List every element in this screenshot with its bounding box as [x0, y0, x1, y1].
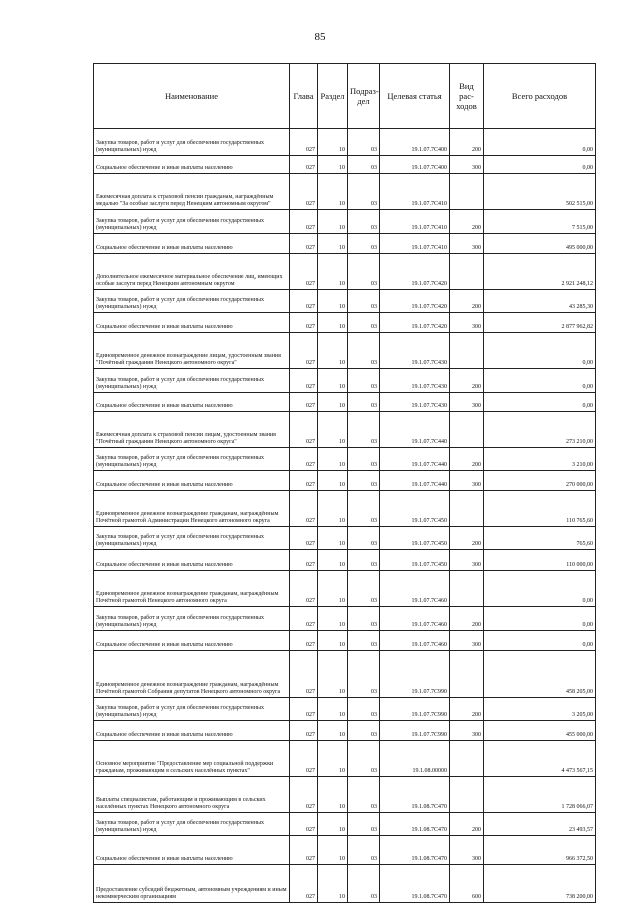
table-header-row: [94, 64, 596, 129]
table-row: [94, 471, 596, 491]
cell-razdel: 10: [318, 369, 348, 393]
cell-razdel: 10: [318, 698, 348, 721]
cell-podrazdel: 03: [348, 313, 380, 333]
table-row: [94, 741, 596, 777]
header-glava: Глава: [290, 64, 318, 129]
cell-vid: 300: [450, 156, 484, 174]
cell-vid: [450, 491, 484, 527]
cell-vsego: 1 728 066,07: [484, 777, 596, 813]
table-row: [94, 254, 596, 290]
cell-name: Ежемесячная доплата к страховой пенсии гражданам, награждённым медалью "За особые заслуги перед Ненецким автономным округом": [94, 174, 290, 210]
table-row: [94, 448, 596, 471]
cell-glava: 027: [290, 412, 318, 448]
cell-glava: 027: [290, 631, 318, 651]
cell-podrazdel: 03: [348, 393, 380, 412]
cell-razdel: 10: [318, 412, 348, 448]
cell-glava: 027: [290, 698, 318, 721]
cell-vsego: 455 000,00: [484, 721, 596, 741]
table-row: [94, 333, 596, 369]
cell-vsego: 966 372,50: [484, 836, 596, 865]
cell-vid: 200: [450, 698, 484, 721]
cell-podrazdel: 03: [348, 369, 380, 393]
cell-vsego: 0,00: [484, 369, 596, 393]
cell-razdel: 10: [318, 129, 348, 156]
cell-vsego: 4 473 567,15: [484, 741, 596, 777]
cell-razdel: 10: [318, 471, 348, 491]
cell-razdel: 10: [318, 550, 348, 571]
table-row: [94, 129, 596, 156]
cell-glava: 027: [290, 129, 318, 156]
cell-vid: 300: [450, 313, 484, 333]
cell-name: Единовременное денежное вознаграждение гражданам, награждённым Почётной грамотой Собрания депутатов Ненецкого автономного округа: [94, 651, 290, 698]
cell-glava: 027: [290, 174, 318, 210]
cell-razdel: 10: [318, 448, 348, 471]
cell-name: Социальное обеспечение и иные выплаты населению: [94, 234, 290, 254]
table-row: [94, 813, 596, 836]
cell-glava: 027: [290, 491, 318, 527]
cell-vsego: 738 200,00: [484, 865, 596, 903]
cell-vid: [450, 412, 484, 448]
cell-podrazdel: 03: [348, 491, 380, 527]
cell-name: Дополнительное ежемесячное материальное обеспечение лиц, имеющих особые заслуги перед Ненецким автономным округом: [94, 254, 290, 290]
cell-razdel: 10: [318, 741, 348, 777]
cell-name: Ежемесячная доплата к страховой пенсии лицам, удостоенным звания "Почётный гражданин Ненецкого автономного округа": [94, 412, 290, 448]
cell-glava: 027: [290, 210, 318, 234]
cell-vsego: 0,00: [484, 571, 596, 607]
table-row: [94, 777, 596, 813]
cell-celevaya: 19.1.07.7С410: [380, 174, 450, 210]
table-row: [94, 631, 596, 651]
cell-name: Единовременное денежное вознаграждение гражданам, награждённым Почётной грамотой Администрации Ненецкого автономного округа: [94, 491, 290, 527]
cell-celevaya: 19.1.08.7С470: [380, 777, 450, 813]
cell-name: Основное мероприятие "Предоставление мер социальной поддержки гражданам, проживающим в сельских населённых пунктах": [94, 741, 290, 777]
cell-vsego: 765,60: [484, 527, 596, 550]
header-razdel: Раздел: [318, 64, 348, 129]
cell-name: Закупка товаров, работ и услуг для обеспечения государственных (муниципальных) нужд: [94, 698, 290, 721]
cell-razdel: 10: [318, 491, 348, 527]
cell-name: Закупка товаров, работ и услуг для обеспечения государственных (муниципальных) нужд: [94, 448, 290, 471]
table-row: [94, 836, 596, 865]
cell-podrazdel: 03: [348, 156, 380, 174]
cell-vid: [450, 651, 484, 698]
cell-razdel: 10: [318, 607, 348, 631]
cell-glava: 027: [290, 290, 318, 313]
cell-glava: 027: [290, 571, 318, 607]
cell-glava: 027: [290, 836, 318, 865]
cell-celevaya: 19.1.07.7С440: [380, 471, 450, 491]
cell-podrazdel: 03: [348, 741, 380, 777]
cell-podrazdel: 03: [348, 234, 380, 254]
cell-podrazdel: 03: [348, 412, 380, 448]
cell-glava: 027: [290, 651, 318, 698]
cell-celevaya: 19.1.07.7С460: [380, 571, 450, 607]
cell-name: Предоставление субсидий бюджетным, автономным учреждениям и иным некоммерческим организациям: [94, 865, 290, 903]
cell-celevaya: 19.1.07.7С410: [380, 210, 450, 234]
cell-podrazdel: 03: [348, 571, 380, 607]
cell-vsego: 495 000,00: [484, 234, 596, 254]
table-row: [94, 156, 596, 174]
cell-razdel: 10: [318, 865, 348, 903]
cell-name: Единовременное денежное вознаграждение гражданам, награждённым Почётной грамотой Ненецкого автономного округа: [94, 571, 290, 607]
cell-glava: 027: [290, 313, 318, 333]
cell-glava: 027: [290, 741, 318, 777]
cell-vid: 200: [450, 369, 484, 393]
cell-name: Социальное обеспечение и иные выплаты населению: [94, 313, 290, 333]
cell-vid: 200: [450, 210, 484, 234]
cell-glava: 027: [290, 527, 318, 550]
table-row: [94, 369, 596, 393]
cell-podrazdel: 03: [348, 651, 380, 698]
cell-vid: 300: [450, 471, 484, 491]
cell-vid: [450, 777, 484, 813]
table-row: [94, 412, 596, 448]
cell-podrazdel: 03: [348, 777, 380, 813]
cell-podrazdel: 03: [348, 448, 380, 471]
cell-name: Социальное обеспечение и иные выплаты населению: [94, 631, 290, 651]
cell-glava: 027: [290, 333, 318, 369]
cell-razdel: 10: [318, 393, 348, 412]
cell-razdel: 10: [318, 721, 348, 741]
cell-celevaya: 19.1.07.7С400: [380, 156, 450, 174]
cell-vsego: 3 210,00: [484, 448, 596, 471]
cell-vsego: 0,00: [484, 393, 596, 412]
table-row: [94, 290, 596, 313]
cell-celevaya: 19.1.07.7С990: [380, 698, 450, 721]
cell-vid: 300: [450, 631, 484, 651]
cell-glava: 027: [290, 369, 318, 393]
table-row: [94, 210, 596, 234]
cell-podrazdel: 03: [348, 527, 380, 550]
cell-glava: 027: [290, 156, 318, 174]
page-number: 85: [314, 31, 326, 43]
cell-vid: 200: [450, 813, 484, 836]
cell-razdel: 10: [318, 290, 348, 313]
cell-vsego: 7 515,00: [484, 210, 596, 234]
cell-podrazdel: 03: [348, 836, 380, 865]
header-vid: Вид рас-ходов: [450, 64, 484, 129]
cell-name: Закупка товаров, работ и услуг для обеспечения государственных (муниципальных) нужд: [94, 607, 290, 631]
cell-vid: 300: [450, 836, 484, 865]
cell-glava: 027: [290, 471, 318, 491]
cell-name: Социальное обеспечение и иные выплаты населению: [94, 156, 290, 174]
cell-glava: 027: [290, 393, 318, 412]
cell-vsego: 2 921 248,12: [484, 254, 596, 290]
cell-razdel: 10: [318, 210, 348, 234]
cell-podrazdel: 03: [348, 550, 380, 571]
cell-vid: 300: [450, 234, 484, 254]
cell-vid: 200: [450, 607, 484, 631]
cell-celevaya: 19.1.07.7С460: [380, 607, 450, 631]
cell-name: Социальное обеспечение и иные выплаты населению: [94, 550, 290, 571]
cell-glava: 027: [290, 607, 318, 631]
cell-celevaya: 19.1.07.7С450: [380, 527, 450, 550]
cell-razdel: 10: [318, 313, 348, 333]
cell-name: Выплаты специалистам, работающим и проживающим в сельских населённых пунктах Ненецкого автономного округа: [94, 777, 290, 813]
cell-razdel: 10: [318, 156, 348, 174]
cell-podrazdel: 03: [348, 698, 380, 721]
cell-name: Социальное обеспечение и иные выплаты населению: [94, 393, 290, 412]
table-row: [94, 393, 596, 412]
cell-podrazdel: 03: [348, 721, 380, 741]
cell-vsego: 0,00: [484, 607, 596, 631]
cell-vid: 300: [450, 550, 484, 571]
cell-podrazdel: 03: [348, 290, 380, 313]
cell-celevaya: 19.1.07.7С450: [380, 491, 450, 527]
cell-celevaya: 19.1.08.7С470: [380, 865, 450, 903]
cell-celevaya: 19.1.08.7С470: [380, 813, 450, 836]
table-row: [94, 527, 596, 550]
table-row: [94, 313, 596, 333]
cell-vsego: 2 877 962,82: [484, 313, 596, 333]
cell-podrazdel: 03: [348, 865, 380, 903]
cell-name: Единовременное денежное вознаграждение лицам, удостоенным звания "Почётный гражданин Ненецкого автономного округа": [94, 333, 290, 369]
cell-name: Закупка товаров, работ и услуг для обеспечения государственных (муниципальных) нужд: [94, 527, 290, 550]
cell-celevaya: 19.1.07.7С990: [380, 651, 450, 698]
table-row: [94, 550, 596, 571]
cell-celevaya: 19.1.07.7С430: [380, 333, 450, 369]
cell-podrazdel: 03: [348, 471, 380, 491]
cell-vsego: 23 493,57: [484, 813, 596, 836]
cell-podrazdel: 03: [348, 210, 380, 234]
table-row: [94, 571, 596, 607]
cell-razdel: 10: [318, 254, 348, 290]
cell-name: Закупка товаров, работ и услуг для обеспечения государственных (муниципальных) нужд: [94, 210, 290, 234]
table-row: [94, 698, 596, 721]
cell-glava: 027: [290, 254, 318, 290]
cell-vid: 200: [450, 290, 484, 313]
cell-celevaya: 19.1.07.7С420: [380, 313, 450, 333]
cell-celevaya: 19.1.07.7С430: [380, 369, 450, 393]
cell-razdel: 10: [318, 174, 348, 210]
cell-glava: 027: [290, 865, 318, 903]
cell-vsego: 0,00: [484, 631, 596, 651]
table-row: [94, 607, 596, 631]
cell-celevaya: 19.1.07.7С440: [380, 448, 450, 471]
cell-vsego: 3 205,00: [484, 698, 596, 721]
cell-name: Закупка товаров, работ и услуг для обеспечения государственных (муниципальных) нужд: [94, 813, 290, 836]
cell-podrazdel: 03: [348, 813, 380, 836]
header-podrazdel: Подраз-дел: [348, 64, 380, 129]
cell-name: Закупка товаров, работ и услуг для обеспечения государственных (муниципальных) нужд: [94, 129, 290, 156]
cell-name: Закупка товаров, работ и услуг для обеспечения государственных (муниципальных) нужд: [94, 290, 290, 313]
header-celevaya: Целевая статья: [380, 64, 450, 129]
cell-celevaya: 19.1.08.7С470: [380, 836, 450, 865]
cell-celevaya: 19.1.07.7С420: [380, 254, 450, 290]
cell-podrazdel: 03: [348, 174, 380, 210]
cell-glava: 027: [290, 234, 318, 254]
cell-celevaya: 19.1.07.7С430: [380, 393, 450, 412]
table-row: [94, 234, 596, 254]
cell-name: Социальное обеспечение и иные выплаты населению: [94, 471, 290, 491]
cell-razdel: 10: [318, 571, 348, 607]
cell-podrazdel: 03: [348, 631, 380, 651]
cell-celevaya: 19.1.07.7С420: [380, 290, 450, 313]
cell-glava: 027: [290, 813, 318, 836]
cell-vsego: 43 285,30: [484, 290, 596, 313]
cell-razdel: 10: [318, 631, 348, 651]
cell-celevaya: 19.1.07.7С990: [380, 721, 450, 741]
cell-vid: 200: [450, 129, 484, 156]
cell-celevaya: 19.1.07.7С410: [380, 234, 450, 254]
cell-vid: [450, 571, 484, 607]
cell-razdel: 10: [318, 836, 348, 865]
cell-vsego: 270 000,00: [484, 471, 596, 491]
cell-razdel: 10: [318, 813, 348, 836]
cell-celevaya: 19.1.07.7С460: [380, 631, 450, 651]
cell-name: Закупка товаров, работ и услуг для обеспечения государственных (муниципальных) нужд: [94, 369, 290, 393]
cell-glava: 027: [290, 721, 318, 741]
cell-podrazdel: 03: [348, 607, 380, 631]
table-row: [94, 865, 596, 903]
cell-razdel: 10: [318, 777, 348, 813]
cell-glava: 027: [290, 550, 318, 571]
cell-vsego: 0,00: [484, 156, 596, 174]
cell-razdel: 10: [318, 234, 348, 254]
table-body: [94, 129, 596, 903]
header-vsego: Всего расходов: [484, 64, 596, 129]
cell-vsego: 0,00: [484, 129, 596, 156]
header-name: Наименование: [94, 64, 290, 129]
cell-vid: 300: [450, 393, 484, 412]
cell-vid: [450, 174, 484, 210]
cell-vsego: 0,00: [484, 333, 596, 369]
cell-vsego: 458 205,00: [484, 651, 596, 698]
cell-celevaya: 19.1.08.00000: [380, 741, 450, 777]
table-row: [94, 651, 596, 698]
cell-vid: [450, 254, 484, 290]
cell-vid: [450, 741, 484, 777]
cell-celevaya: 19.1.07.7С450: [380, 550, 450, 571]
cell-podrazdel: 03: [348, 333, 380, 369]
cell-podrazdel: 03: [348, 129, 380, 156]
cell-glava: 027: [290, 448, 318, 471]
cell-vsego: 502 515,00: [484, 174, 596, 210]
table-row: [94, 174, 596, 210]
cell-razdel: 10: [318, 651, 348, 698]
cell-vid: [450, 333, 484, 369]
cell-glava: 027: [290, 777, 318, 813]
cell-vid: 600: [450, 865, 484, 903]
budget-table: [93, 63, 596, 903]
table-row: [94, 721, 596, 741]
cell-podrazdel: 03: [348, 254, 380, 290]
cell-vid: 300: [450, 721, 484, 741]
cell-celevaya: 19.1.07.7С440: [380, 412, 450, 448]
cell-razdel: 10: [318, 527, 348, 550]
cell-celevaya: 19.1.07.7С400: [380, 129, 450, 156]
cell-vid: 200: [450, 527, 484, 550]
table-row: [94, 491, 596, 527]
cell-vsego: 110 000,00: [484, 550, 596, 571]
cell-vid: 200: [450, 448, 484, 471]
cell-name: Социальное обеспечение и иные выплаты населению: [94, 836, 290, 865]
cell-razdel: 10: [318, 333, 348, 369]
cell-vsego: 110 765,60: [484, 491, 596, 527]
cell-vsego: 273 210,00: [484, 412, 596, 448]
cell-name: Социальное обеспечение и иные выплаты населению: [94, 721, 290, 741]
